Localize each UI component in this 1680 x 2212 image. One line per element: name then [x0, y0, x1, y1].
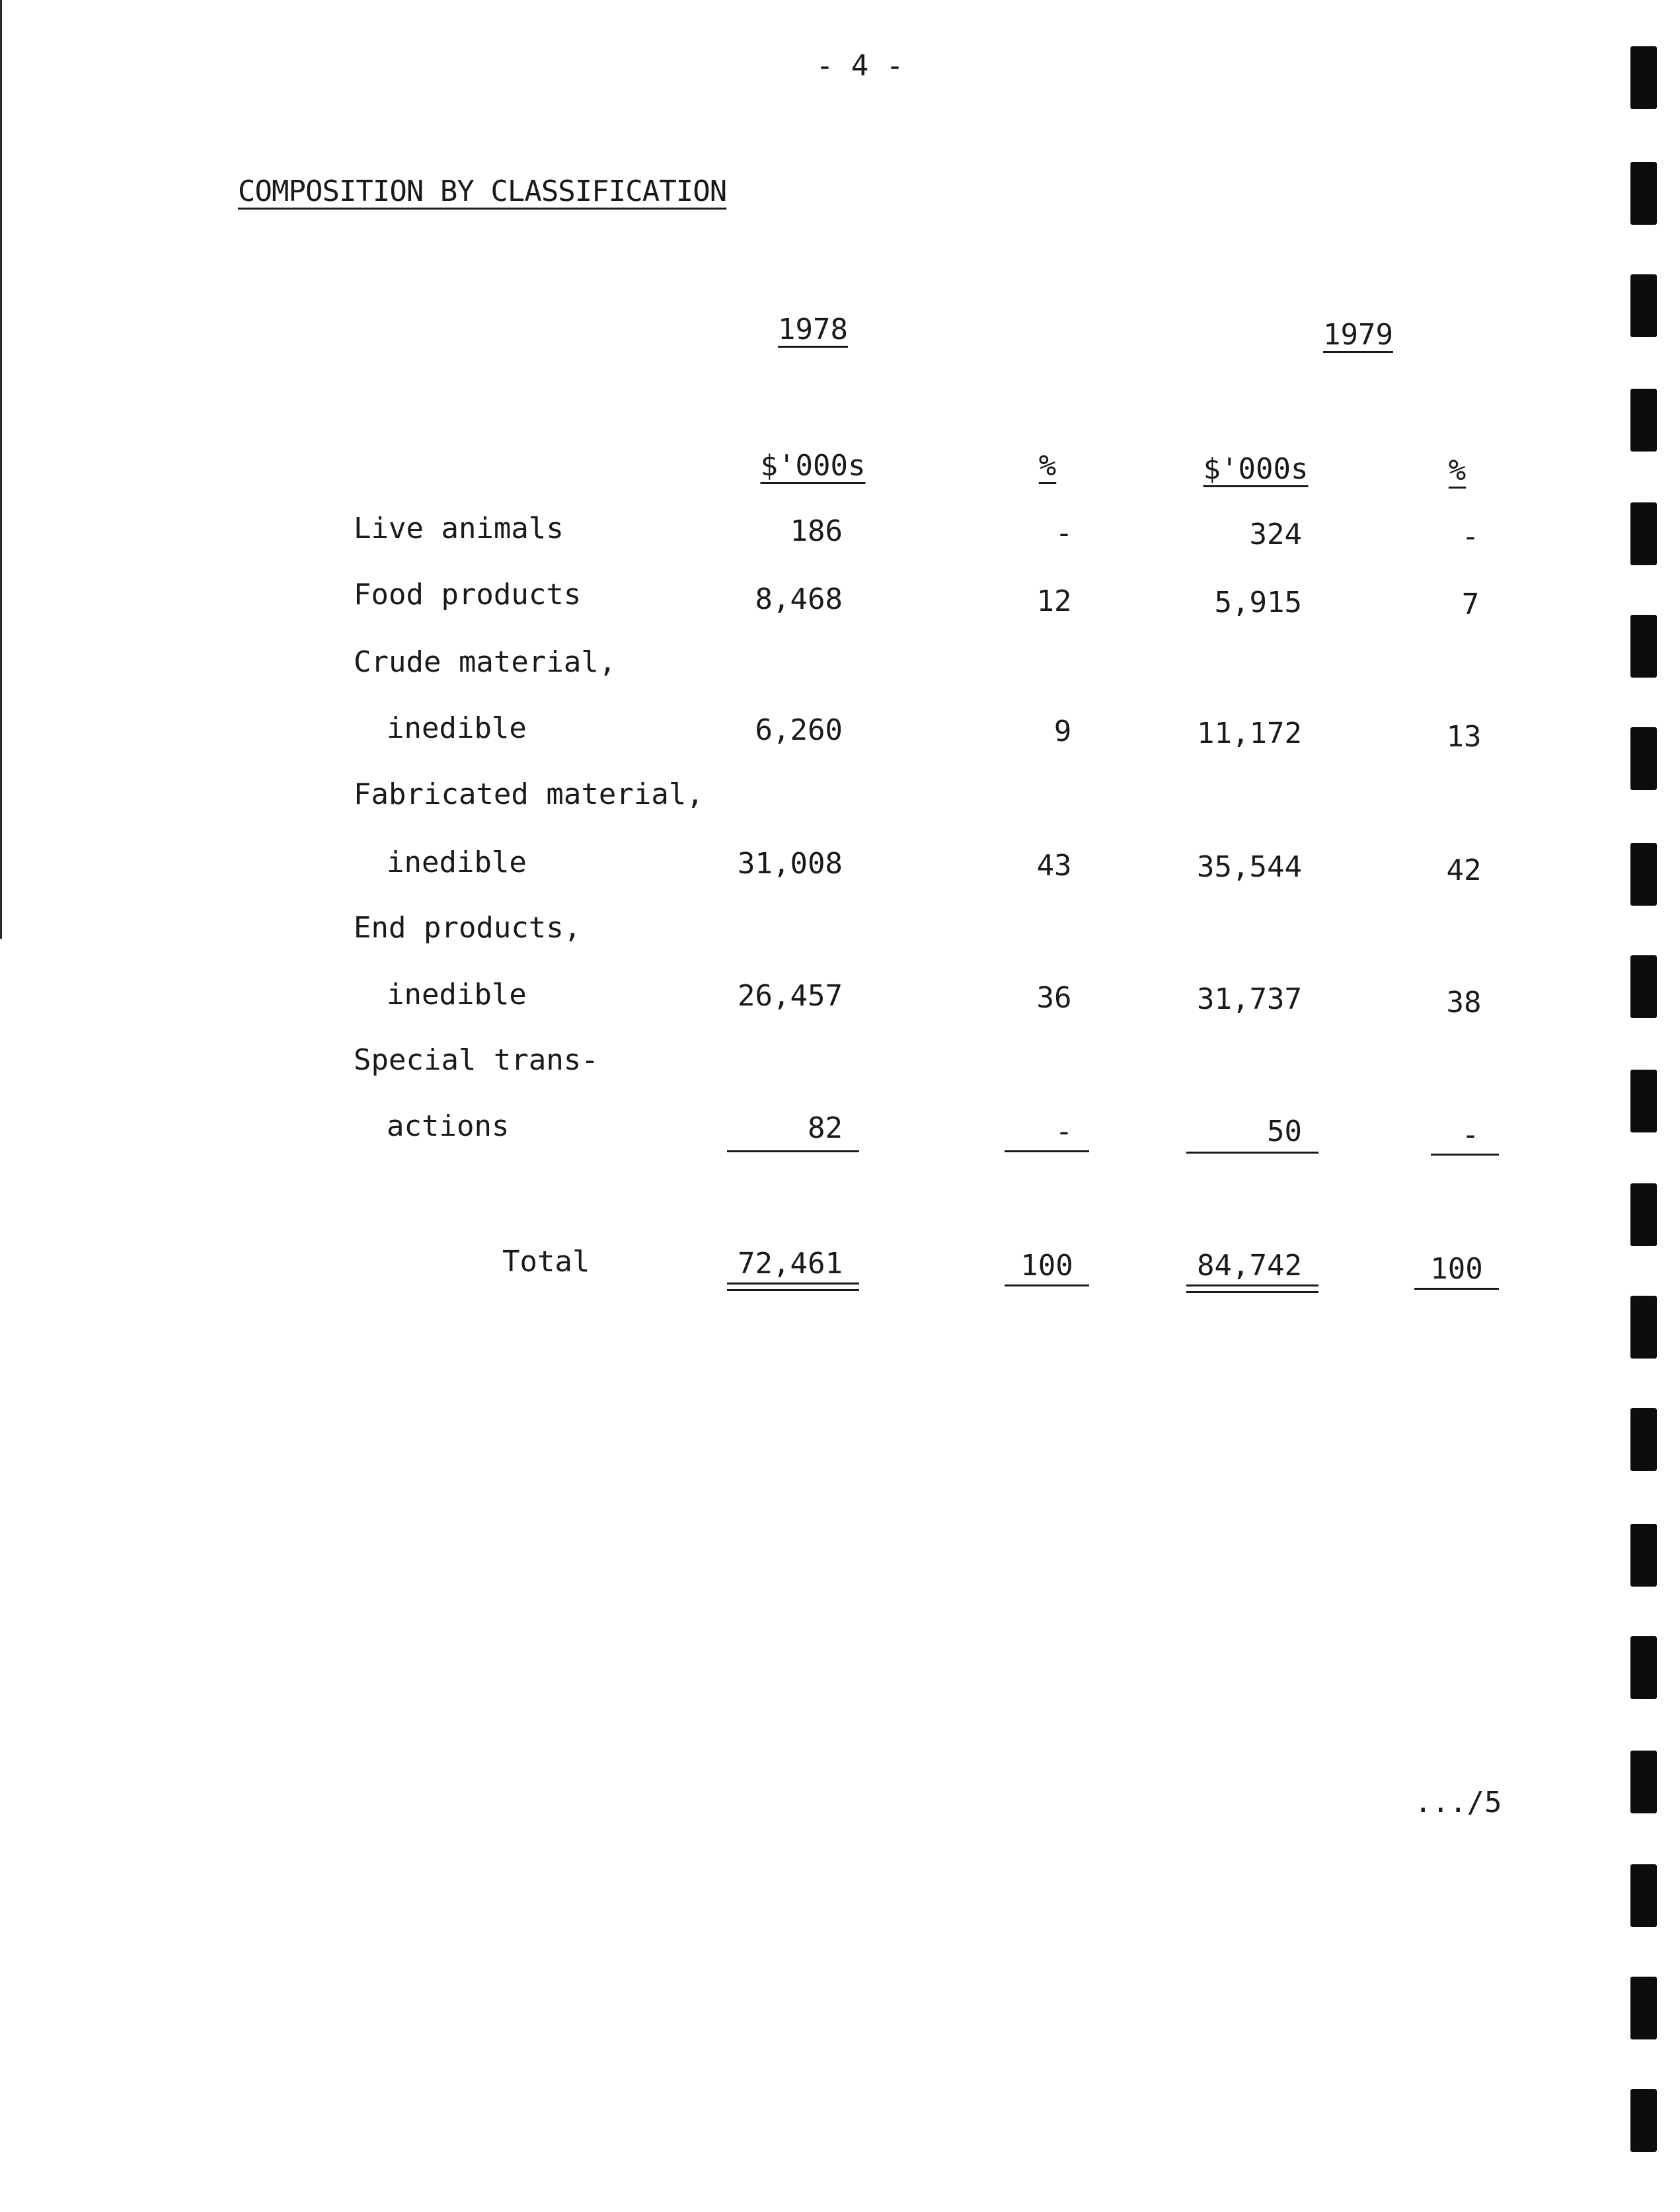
value-1979: 35,544	[1197, 850, 1302, 884]
value-1978: 8,468	[755, 582, 843, 616]
total-rule	[1186, 1284, 1318, 1286]
page-left-edge	[0, 0, 2, 939]
percent-1979: 38	[1446, 986, 1482, 1019]
total-value-1978: 72,461	[738, 1247, 843, 1281]
value-1979: 31,737	[1197, 982, 1302, 1016]
percent-1979: 42	[1446, 853, 1482, 887]
binding-mark	[1630, 1751, 1657, 1813]
binding-mark	[1630, 955, 1657, 1018]
row-label: Live animals	[354, 512, 564, 545]
binding-mark	[1630, 727, 1657, 790]
binding-mark	[1630, 162, 1657, 225]
percent-1978: -	[1055, 516, 1073, 550]
percent-1978: 36	[1036, 981, 1072, 1015]
subtotal-rule	[1005, 1150, 1089, 1152]
binding-mark	[1630, 1864, 1657, 1927]
section-heading: COMPOSITION BY CLASSIFICATION	[238, 175, 727, 208]
percent-1979: 7	[1461, 588, 1480, 621]
total-rule	[1005, 1284, 1089, 1286]
percent-1979: -	[1461, 520, 1480, 553]
year-header-1978: 1978	[778, 313, 848, 346]
value-1978: 26,457	[738, 979, 843, 1013]
total-rule	[727, 1289, 859, 1291]
row-label: Crude material,	[354, 645, 617, 679]
percent-1979: -	[1461, 1118, 1480, 1152]
binding-mark	[1630, 1524, 1657, 1587]
binding-mark	[1630, 1070, 1657, 1132]
binding-mark	[1630, 274, 1657, 337]
row-label-continuation: inedible	[387, 846, 527, 879]
row-label-continuation: inedible	[387, 978, 527, 1011]
column-header-value-1978: $'000s	[760, 449, 866, 483]
row-label: End products,	[354, 911, 582, 945]
column-header-percent-1978: %	[1038, 449, 1057, 483]
binding-mark	[1630, 2089, 1657, 2152]
total-rule	[1414, 1288, 1499, 1290]
total-percent-1978: 100	[1020, 1249, 1073, 1283]
row-label: Fabricated material,	[354, 777, 704, 811]
total-rule	[1186, 1291, 1318, 1293]
binding-mark	[1630, 1977, 1657, 2039]
value-1979: 11,172	[1197, 717, 1302, 750]
binding-mark	[1630, 1296, 1657, 1359]
total-label: Total	[502, 1245, 590, 1279]
value-1979: 5,915	[1214, 586, 1302, 619]
value-1979: 50	[1267, 1115, 1302, 1148]
binding-mark	[1630, 843, 1657, 906]
percent-1978: -	[1055, 1115, 1073, 1148]
continuation-marker: .../5	[1414, 1786, 1502, 1819]
total-rule	[727, 1283, 859, 1284]
binding-mark	[1630, 615, 1657, 678]
binding-mark	[1630, 1636, 1657, 1699]
subtotal-rule	[727, 1150, 859, 1152]
row-label: Food products	[354, 578, 582, 612]
total-value-1979: 84,742	[1197, 1249, 1302, 1283]
binding-mark	[1630, 502, 1657, 565]
percent-1979: 13	[1446, 720, 1482, 754]
row-label-continuation: inedible	[387, 711, 527, 745]
value-1978: 186	[790, 514, 843, 548]
page-number: - 4 -	[816, 49, 904, 83]
value-1978: 6,260	[755, 713, 843, 747]
column-header-value-1979: $'000s	[1203, 452, 1309, 486]
value-1978: 31,008	[738, 847, 843, 881]
subtotal-rule	[1431, 1154, 1499, 1156]
binding-mark	[1630, 46, 1657, 109]
value-1979: 324	[1249, 518, 1302, 551]
percent-1978: 9	[1053, 715, 1072, 748]
year-header-1979: 1979	[1323, 318, 1393, 352]
value-1978: 82	[808, 1111, 843, 1145]
subtotal-rule	[1186, 1152, 1318, 1154]
column-header-percent-1979: %	[1448, 454, 1467, 487]
binding-mark	[1630, 1183, 1657, 1246]
percent-1978: 43	[1036, 849, 1072, 883]
row-label-continuation: actions	[387, 1109, 510, 1143]
row-label: Special trans-	[354, 1043, 599, 1077]
binding-mark	[1630, 389, 1657, 452]
total-percent-1979: 100	[1430, 1252, 1483, 1286]
binding-mark	[1630, 1408, 1657, 1471]
percent-1978: 12	[1036, 584, 1072, 618]
